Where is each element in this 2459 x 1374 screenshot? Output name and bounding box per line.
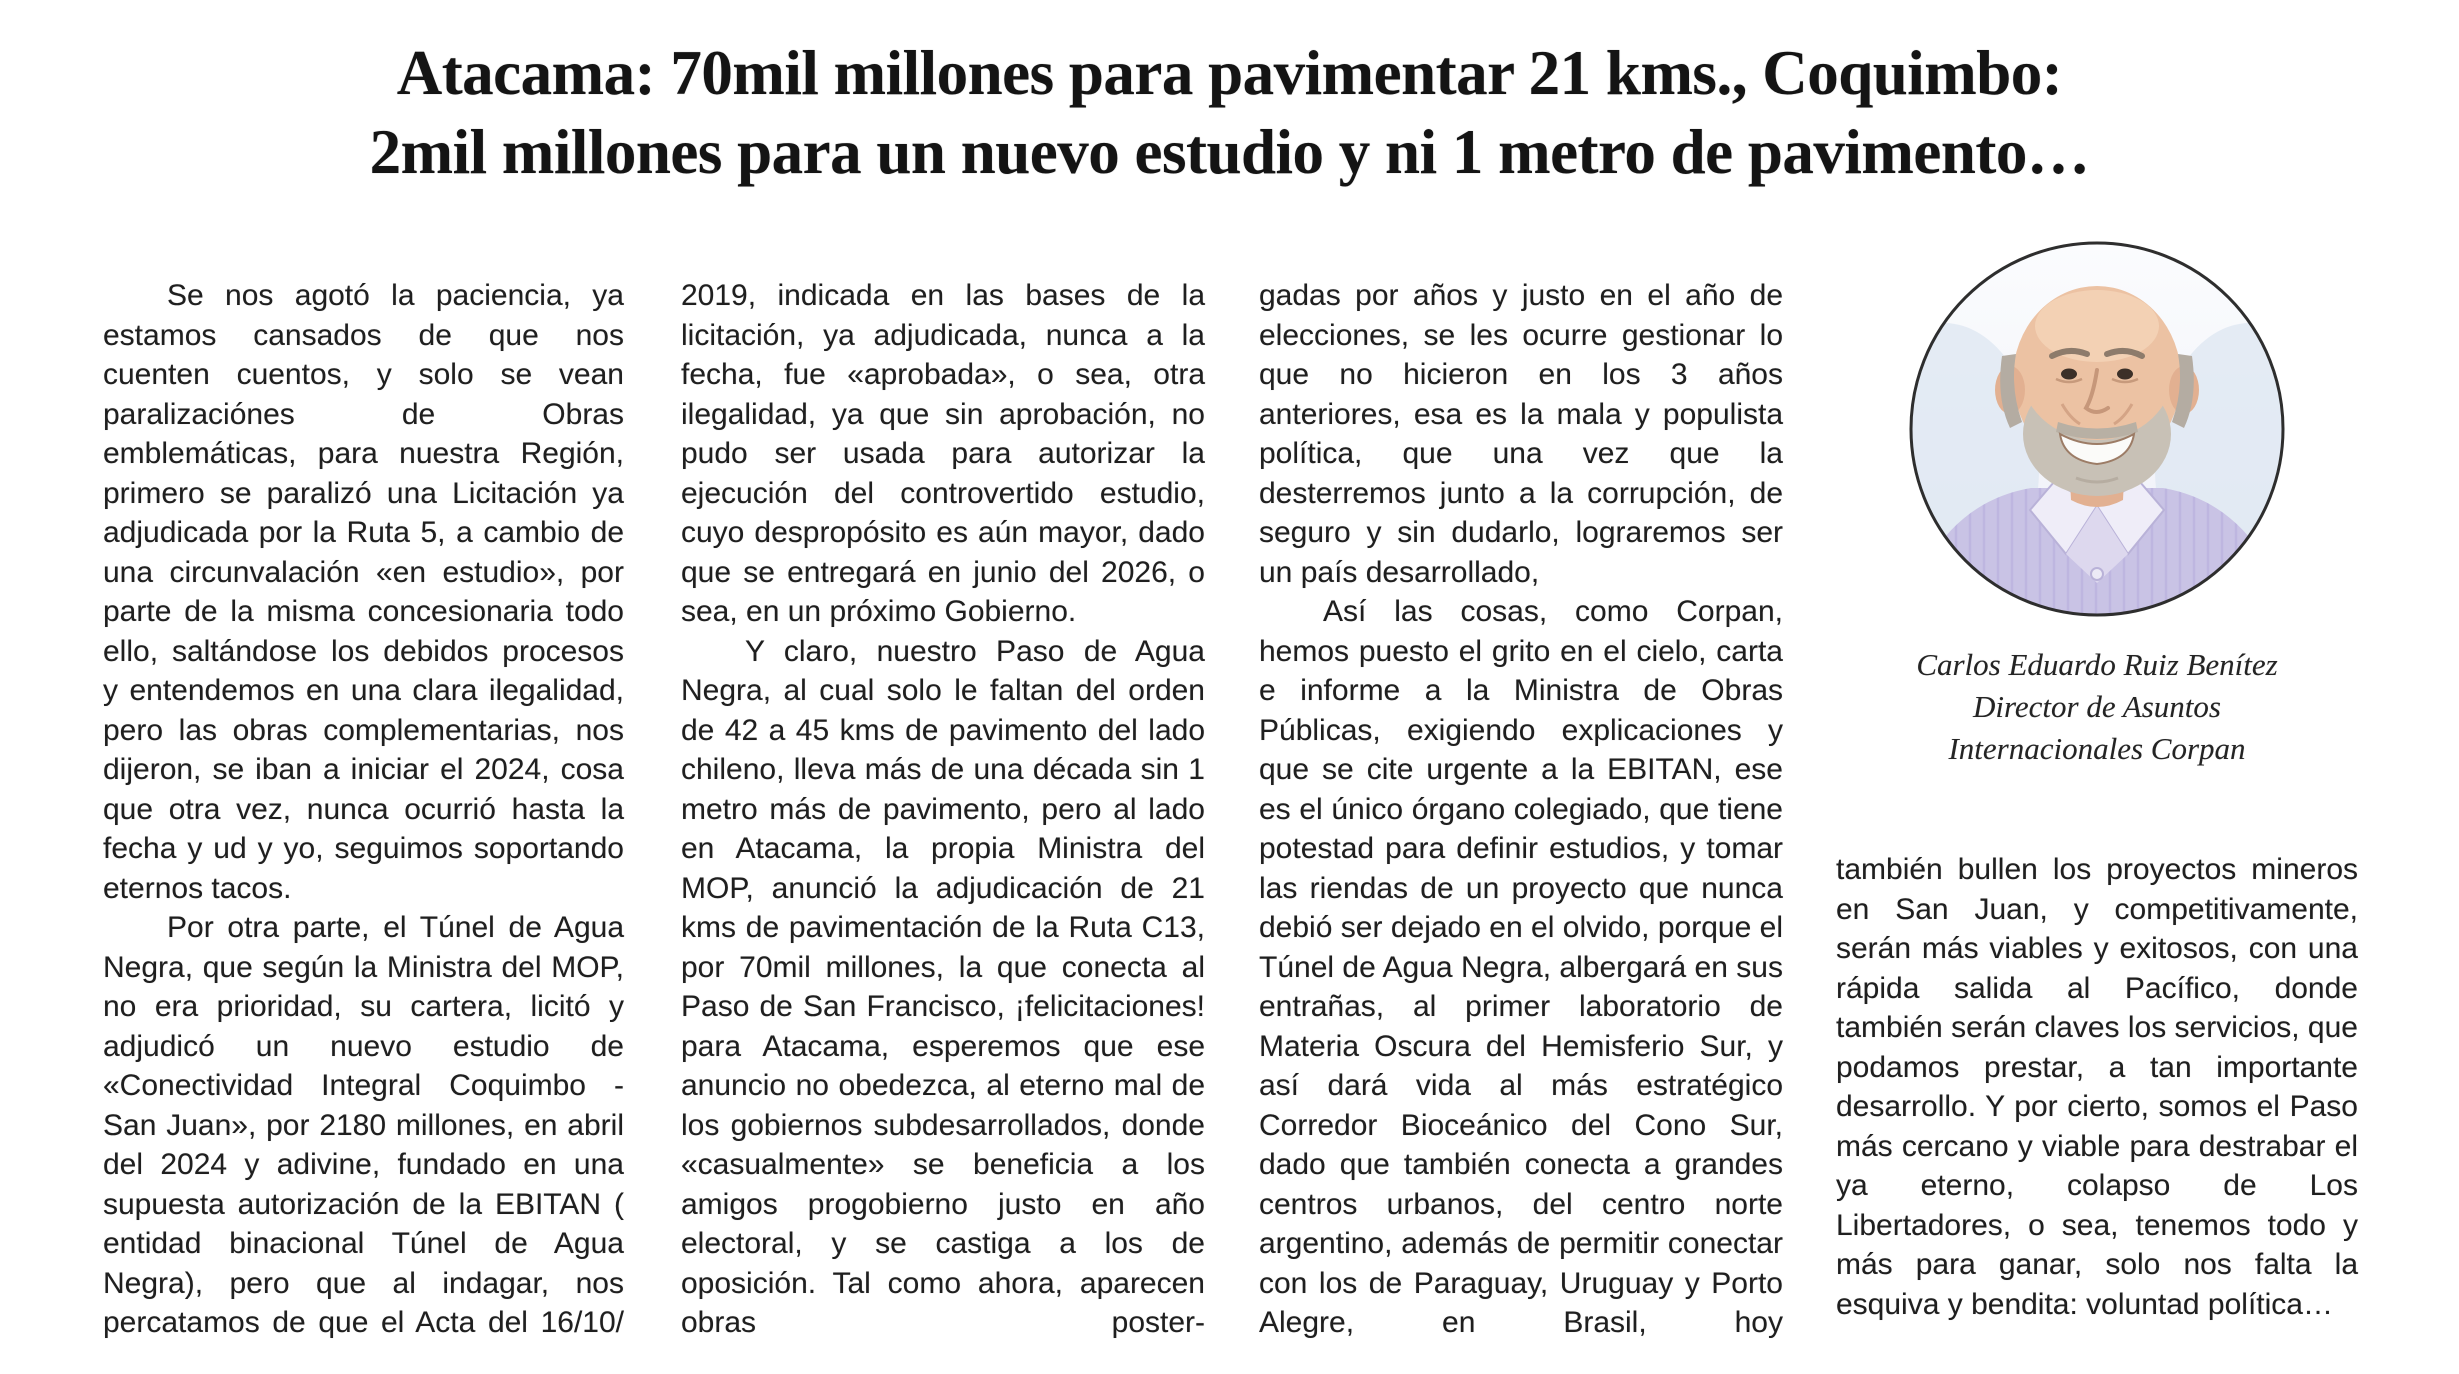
author-column: [1836, 228, 2358, 1324]
photo-caption: [1836, 644, 2358, 770]
article-paragraph: Por otra parte, el Túnel de Agua Negra, que según la Ministra del MOP, no era prioridad, su cartera, licitó y adjudicó un nuevo estudio de «Conectividad Integral Coquimbo - San Juan», por 2180 millones, en abril del 2024 y adivine, fundado en una supuesta autorización de la EBITAN ( entidad binacional Túnel de Agua Negra), pero que al indagar, nos percatamos de que el Acta del 16/10/: [103, 911, 624, 1339]
author-photo: [1906, 238, 2288, 620]
text-column-3: [1259, 276, 1783, 1343]
text-column-1: [103, 276, 624, 1343]
portrait-illustration: [1906, 238, 2288, 620]
headline-line-2: 2mil millones para un nuevo estudio y ni 1 metro de pavimento…: [369, 117, 2090, 187]
article-paragraph: Y claro, nuestro Paso de Agua Negra, al cual solo le faltan del orden de 42 a 45 kms de pavimento del lado chileno, lleva más de una década sin 1 metro más de pavimento, pero al lado en Atacama, la propia Ministra del MOP, anunció la adjudicación de 21 kms de pavimentación de la Ruta C13, por 70mil millones, la que conecta al Paso de San Francisco, ¡felicitaciones! para Atacama, esperemos que ese anuncio no obedezca, al eterno mal de los gobiernos subdesarrollados, donde «casualmente» se beneficia a los amigos progobierno justo en año electoral, y se castiga a los de oposición. Tal como ahora, aparecen obras poster-: [681, 634, 1205, 1339]
article-paragraph: también bullen los proyectos mineros en San Juan, y competitivamente, serán más viables y exitosos, con una rápida salida al Pacífico, donde también serán claves los servicios, que podamos prestar, a tan importante desarrollo. Y por cierto, somos el Paso más cercano y viable para destrabar el ya eterno, colapso de Los Libertadores, o sea, tenemos todo y más para ganar, solo nos falta la esquiva y bendita: voluntad política…: [1836, 853, 2358, 1321]
headline-line-1: Atacama: 70mil millones para pavimentar 21 kms., Coquimbo:: [396, 38, 2063, 108]
article-headline: [0, 34, 2459, 192]
caption-author-name: Carlos Eduardo Ruiz Benítez: [1916, 647, 2278, 682]
caption-author-title: Director de Asuntos: [1973, 689, 2221, 724]
article-paragraph: 2019, indicada en las bases de la licitación, ya adjudicada, nunca a la fecha, fue «aprobada», o sea, otra ilegalidad, ya que sin aprobación, no pudo ser usada para autorizar la ejecución del controvertido estudio, cuyo despropósito es aún mayor, dado que se entregará en junio del 2026, o sea, en un próximo Gobierno.: [681, 279, 1205, 628]
caption-author-org: Internacionales Corpan: [1948, 731, 2246, 766]
article-paragraph: Así las cosas, como Corpan, hemos puesto el grito en el cielo, carta e informe a la Ministra de Obras Públicas, exigiendo explicaciones y que se cite urgente a la EBITAN, ese es el único órgano colegiado, que tiene potestad para definir estudios, y tomar las riendas de un proyecto que nunca debió ser dejado en el olvido, porque el Túnel de Agua Negra, albergará en sus entrañas, al primer laboratorio de Materia Oscura del Hemisferio Sur, y así dará vida al más estratégico Corredor Bioceánico del Cono Sur, dado que también conecta a grandes centros urbanos, del centro norte argentino, además de permitir conectar con los de Paraguay, Uruguay y Porto Alegre, en Brasil, hoy: [1259, 595, 1783, 1339]
article-paragraph: Se nos agotó la paciencia, ya estamos cansados de que nos cuenten cuentos, y solo se vean paralizaciónes de Obras emblemáticas, para nuestra Región, primero se paralizó una Licitación ya adjudicada por la Ruta 5, a cambio de una circunvalación «en estudio», por parte de la misma concesionaria todo ello, saltándose los debidos procesos y entendemos en una clara ilegalidad, pero las obras complementarias, nos dijeron, se iban a iniciar el 2024, cosa que otra vez, nunca ocurrió hasta la fecha y ud y yo, seguimos soportando eternos tacos.: [103, 279, 624, 905]
article-paragraph: gadas por años y justo en el año de elecciones, se les ocurre gestionar lo que no hicieron en los 3 años anteriores, esa es la mala y populista política, que una vez que la desterremos junto a la corrupción, de seguro y sin dudarlo, lograremos ser un país desarrollado,: [1259, 279, 1783, 589]
text-column-2: [681, 276, 1205, 1343]
